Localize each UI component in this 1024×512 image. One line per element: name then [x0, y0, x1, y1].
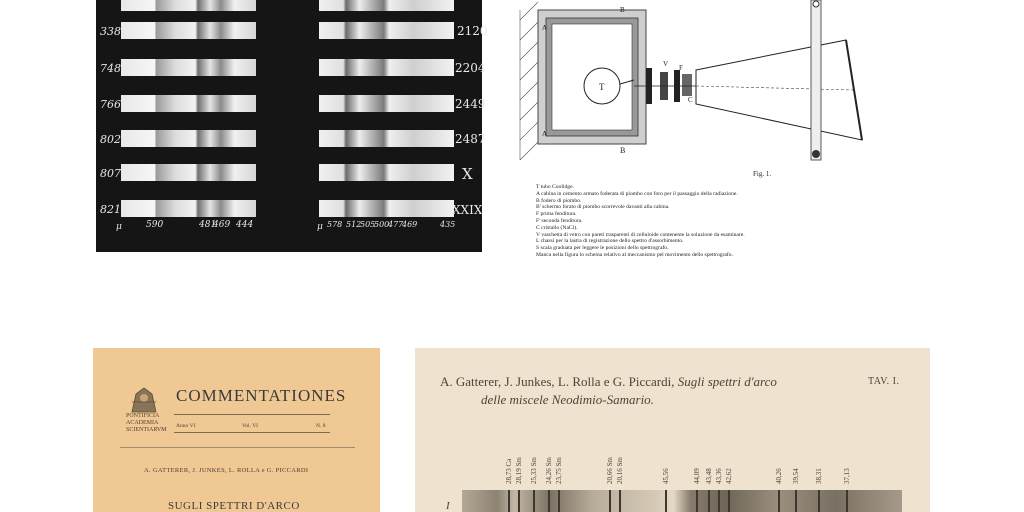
rule	[120, 447, 355, 448]
scale-label: 469	[402, 220, 418, 229]
spectrum-strip	[121, 164, 256, 181]
diagram-label: F	[679, 64, 683, 72]
cover-subtitle: SUGLI SPETTRI D'ARCO	[168, 500, 300, 512]
diagram-label: B	[620, 146, 626, 155]
spectrum-strip	[121, 200, 256, 217]
wavelength-label: 45,56	[662, 468, 670, 484]
plate-number: X	[462, 165, 473, 183]
cover-meta: N. 8	[316, 423, 326, 429]
scale-label: 500	[374, 220, 390, 229]
academy-emblem-icon	[126, 384, 162, 414]
legend-line: Manca nella figura lo schema relativo al meccanismo pel movimento dello spettrografo.	[536, 251, 733, 258]
plate-number: 748	[100, 62, 121, 75]
spectral-line	[846, 490, 848, 512]
wavelength-label: 20,66 Sm	[606, 457, 614, 484]
spectrum-strip	[121, 130, 256, 147]
plate-number: 766	[100, 98, 121, 111]
scale-label: 435	[440, 220, 456, 229]
spectrum-strip	[121, 0, 256, 11]
plate-number: 2449	[455, 97, 486, 111]
legend-line: L chassì per la lastra di registrazione dello spettro d'assorbimento.	[536, 238, 684, 245]
wavelength-label: 38,31	[815, 468, 823, 484]
spectral-line	[518, 490, 520, 512]
plate-number: TAV. I.	[868, 376, 900, 387]
wavelength-label: 40,26	[775, 468, 783, 484]
spectral-line	[708, 490, 710, 512]
wavelength-label: 28,73 Ca	[505, 458, 513, 484]
wavelength-label: 43,36	[715, 468, 723, 484]
spectrum-strip	[319, 95, 454, 112]
spectrum-strip	[121, 95, 256, 112]
spectrum-strip	[319, 22, 454, 39]
row-label: I	[446, 500, 450, 512]
legend-line: F' seconda fenditura.	[536, 217, 583, 224]
diagram-label: A	[542, 130, 548, 138]
diagram-label: B	[620, 6, 625, 14]
spectral-line	[619, 490, 621, 512]
diagram-label: C	[688, 96, 693, 104]
spectrum-strip	[319, 164, 454, 181]
scale-label: 444	[236, 220, 254, 230]
plate-number: 821	[100, 203, 121, 216]
cover-meta: Vol. VI	[242, 423, 258, 429]
spectral-line	[533, 490, 535, 512]
legend-line: T tubo Coolidge.	[536, 184, 574, 190]
diagram-label: T	[599, 82, 605, 92]
spectral-line	[548, 490, 550, 512]
legend-line: B fodero di piombo.	[536, 197, 582, 204]
legend-line: V vaschetta di vetro con pareti trasparenti di celluloide contenente la soluzione da esaminare.	[536, 231, 745, 238]
wavelength-label: 25,33 Sm	[530, 457, 538, 484]
plate-number: 2487	[455, 132, 486, 146]
spectral-line	[795, 490, 797, 512]
spectral-line	[508, 490, 510, 512]
plate-authors: A. Gatterer, J. Junkes, L. Rolla e G. Piccardi,	[440, 374, 675, 389]
plate-header-line2: delle miscele Neodimio-Samario.	[481, 392, 654, 407]
scale-label: 512	[346, 220, 362, 229]
diagram-legend	[536, 184, 916, 259]
spectral-plate	[415, 348, 930, 512]
scale-label: 578	[327, 220, 343, 229]
wavelength-label: 42,62	[725, 468, 733, 484]
plate-number: 338	[100, 25, 121, 38]
plate-number: XXIX	[452, 203, 483, 217]
plate-number: 807	[100, 167, 121, 180]
plate-number: 2120	[457, 24, 488, 38]
spectral-line	[665, 490, 667, 512]
legend-line: A cabina in cemento armato foderata di piombo con foro per il passaggio della radiazione.	[536, 190, 738, 197]
plate-number: 2204	[455, 61, 486, 75]
spectral-line	[718, 490, 720, 512]
scale-label: μ	[116, 222, 122, 232]
scale-label: 590	[146, 220, 164, 230]
scale-label: μ	[317, 222, 323, 232]
rule	[174, 432, 330, 433]
spectral-line	[609, 490, 611, 512]
diagram-label: V	[663, 60, 669, 68]
spectrum-strip	[319, 59, 454, 76]
cover-meta: Anno VI	[176, 423, 196, 429]
rule	[174, 414, 330, 415]
plate-title: Sugli spettri d'arco	[677, 374, 777, 389]
scale-label: 477	[388, 220, 404, 229]
spectrum-strip	[319, 130, 454, 147]
spectral-line	[728, 490, 730, 512]
wavelength-label: 28,19 Sm	[515, 457, 523, 484]
spectral-line	[818, 490, 820, 512]
cover-authors: A. GATTERER, J. JUNKES, L. ROLLA e G. PICCARDI	[144, 467, 309, 474]
wavelength-label: 44,09	[693, 468, 701, 484]
spectral-line	[558, 490, 560, 512]
spectrum-strip	[319, 200, 454, 217]
legend-line: B' schermo forato di piombo scorrevole davanti alla cabina.	[536, 204, 670, 211]
academy-name: PONTIFICIA	[126, 413, 160, 419]
spectrum-strip	[319, 0, 454, 11]
spectrum-strip	[121, 59, 256, 76]
figure-caption: Fig. 1.	[753, 170, 772, 178]
academy-name: ACADEMIA	[126, 420, 159, 426]
scale-label: 469	[213, 220, 231, 230]
wavelength-label: 23,75 Sm	[555, 457, 563, 484]
spectrum-strip	[121, 22, 256, 39]
diagram-label: A	[542, 24, 548, 32]
spectrogram-photo	[96, 0, 488, 252]
legend-line: S scala graduata per leggere le posizioni dello spettrografo.	[536, 245, 669, 252]
spectral-line	[696, 490, 698, 512]
academy-name: SCIENTIARVM	[126, 427, 167, 433]
plate-header	[440, 374, 777, 390]
wavelength-label: 20,16 Sm	[616, 457, 624, 484]
scale-label: 481	[199, 220, 217, 230]
spectrum-band	[462, 490, 902, 512]
wavelength-label: 24,26 Sm	[545, 457, 553, 484]
spectral-line	[778, 490, 780, 512]
plate-number: 802	[100, 133, 121, 146]
legend-line: F prima fenditura.	[536, 211, 577, 218]
scale-label: 505	[360, 220, 376, 229]
cover-title: COMMENTATIONES	[176, 386, 347, 405]
wavelength-label: 37,13	[843, 468, 851, 484]
legend-line: C cristallo (NaCl).	[536, 224, 578, 231]
wavelength-label: 43,48	[705, 468, 713, 484]
wavelength-label: 39,54	[792, 468, 800, 484]
